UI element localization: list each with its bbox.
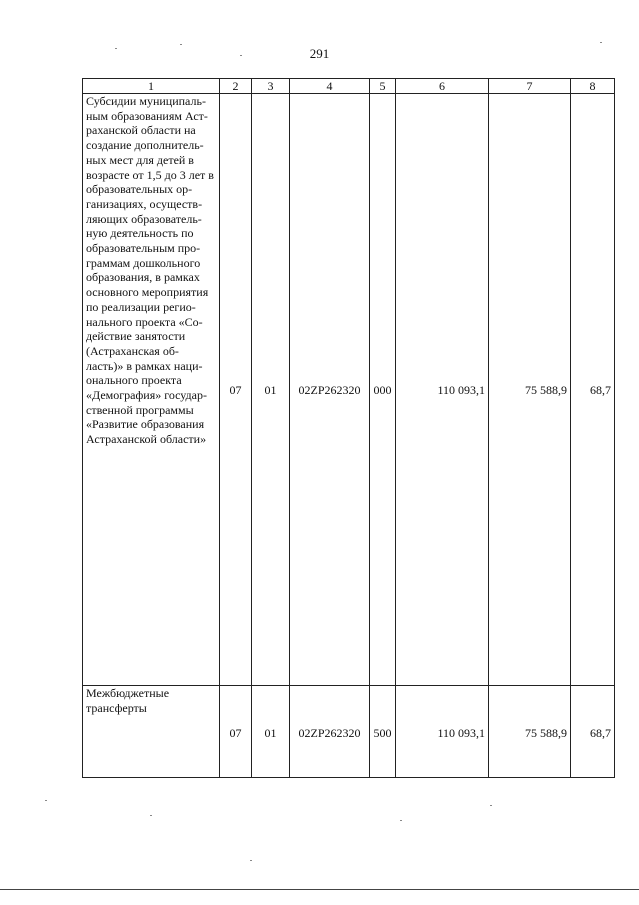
page-number: 291 xyxy=(309,46,330,61)
column-header: 1 xyxy=(83,79,220,94)
scan-speck xyxy=(600,42,602,43)
scan-speck xyxy=(180,44,182,45)
scan-speck xyxy=(115,48,117,49)
expense-type-cell: 000 xyxy=(370,94,396,686)
target-article-cell: 02ZP262320 xyxy=(290,686,370,778)
scan-speck xyxy=(150,815,152,816)
expense-name-cell: Межбюджетные трансферты xyxy=(83,686,220,778)
section-cell: 07 xyxy=(220,686,252,778)
amount-actual-cell: 75 588,9 xyxy=(489,686,571,778)
column-header: 7 xyxy=(489,79,571,94)
percent-cell: 68,7 xyxy=(571,686,615,778)
column-header: 4 xyxy=(290,79,370,94)
column-header: 2 xyxy=(220,79,252,94)
scan-speck xyxy=(490,805,492,806)
amount-plan-cell: 110 093,1 xyxy=(396,686,489,778)
amount-actual-cell: 75 588,9 xyxy=(489,94,571,686)
scan-speck xyxy=(45,800,47,801)
expense-name-cell: Субсидии муниципаль-ным образованиям Аст-раханской области на создание дополнитель-ных мест для детей в возрасте от 1,5 до 3 лет в образовательных ор-ганизациях, осуществ-ляющих образователь-ную деятельность по образовательным про-граммам дошкольного образования, в рамках основного мероприятия по реализации регио-нального проекта «Со-действие занятости (Астраханская об-ласть)» в рамках наци-онального проекта «Демография» государ-ственной программы «Развитие образования Астраханской области» xyxy=(83,94,220,686)
page-bottom-rule xyxy=(0,889,639,890)
column-header: 3 xyxy=(252,79,290,94)
expense-type-cell: 500 xyxy=(370,686,396,778)
subsection-cell: 01 xyxy=(252,94,290,686)
scan-speck xyxy=(400,820,402,821)
scan-speck xyxy=(240,55,242,56)
table-row xyxy=(83,94,615,686)
target-article-cell: 02ZP262320 xyxy=(290,94,370,686)
section-cell: 07 xyxy=(220,94,252,686)
subsection-cell: 01 xyxy=(252,686,290,778)
column-header: 8 xyxy=(571,79,615,94)
budget-table xyxy=(82,78,615,778)
column-header: 6 xyxy=(396,79,489,94)
column-number-row xyxy=(83,79,615,94)
percent-cell: 68,7 xyxy=(571,94,615,686)
column-header: 5 xyxy=(370,79,396,94)
scan-speck xyxy=(250,860,252,861)
table-row xyxy=(83,686,615,778)
amount-plan-cell: 110 093,1 xyxy=(396,94,489,686)
